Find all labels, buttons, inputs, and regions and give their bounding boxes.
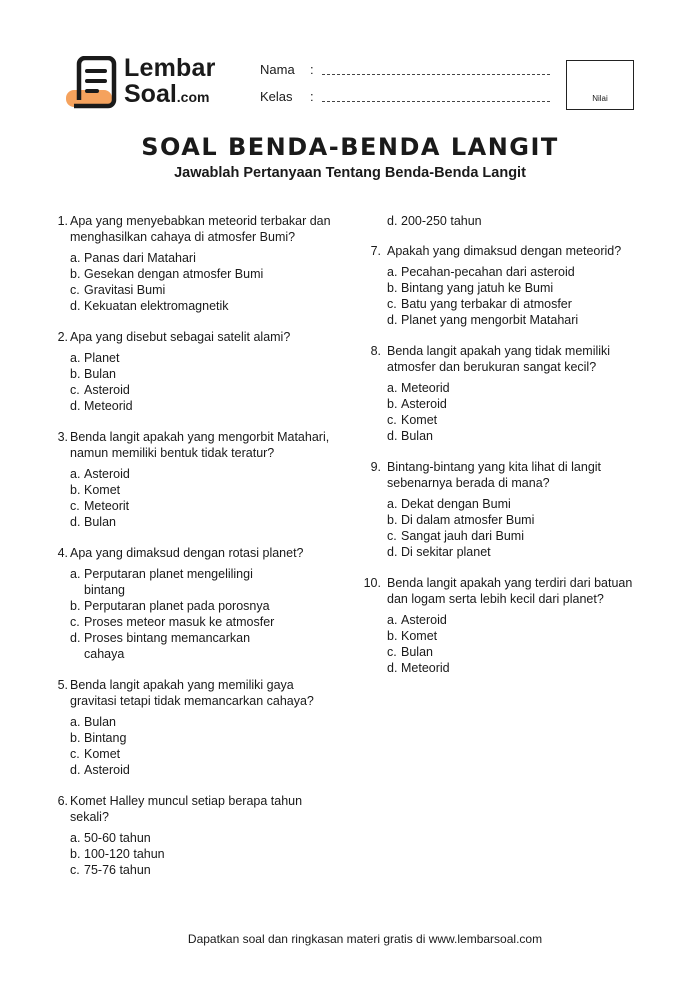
- answer-option: c. Sangat jauh dari Bumi: [387, 529, 524, 543]
- answer-option: d. Kekuatan elektromagnetik: [70, 299, 229, 313]
- logo: [66, 56, 226, 112]
- answer-option: a. Dekat dengan Bumi: [387, 497, 511, 511]
- question-number: 3.: [57, 430, 68, 444]
- answer-option: c. Komet: [387, 413, 438, 427]
- answer-option: c. Asteroid: [70, 383, 130, 397]
- question-text: Benda langit apakah yang terdiri dari batuan dan logam serta lebih kecil dari planet?: [387, 576, 633, 606]
- answer-option: d. Bulan: [387, 429, 433, 443]
- answer-option: b. Gesekan dengan atmosfer Bumi: [70, 267, 264, 281]
- answer-option: d. Meteorid: [387, 661, 450, 675]
- question-text: Apa yang disebut sebagai satelit alami?: [70, 330, 291, 344]
- page-title: SOAL BENDA-BENDA LANGIT: [141, 133, 559, 161]
- page-subtitle: Jawablah Pertanyaan Tentang Benda-Benda Langit: [174, 165, 526, 181]
- question-3: [48, 429, 333, 530]
- answer-option: c. Proses meteor masuk ke atmosfer: [70, 615, 275, 629]
- question-5: [48, 677, 333, 778]
- answer-option: b. Bintang yang jatuh ke Bumi: [387, 281, 554, 295]
- question-6-continued: [365, 213, 650, 229]
- answer-option: c. Batu yang terbakar di atmosfer: [387, 297, 572, 311]
- question-number: 8.: [370, 344, 381, 358]
- question-number: 6.: [57, 794, 68, 808]
- score-box[interactable]: [566, 60, 634, 110]
- logo-text-line1: Lembar: [124, 54, 216, 82]
- answer-option: c. Komet: [70, 747, 121, 761]
- questions-left-column: [48, 213, 333, 893]
- question-number: 2.: [57, 330, 68, 344]
- class-field[interactable]: [260, 89, 314, 104]
- question-text: Benda langit apakah yang tidak memiliki atmosfer dan berukuran sangat kecil?: [387, 344, 611, 374]
- footer-text: Dapatkan soal dan ringkasan materi gratis di www.lembarsoal.com: [187, 932, 543, 946]
- answer-option: d. Di sekitar planet: [387, 545, 491, 559]
- answer-option: d. Proses bintang memancarkan cahaya: [70, 631, 251, 661]
- answer-option: b. Bintang: [70, 731, 127, 745]
- question-number: 10.: [363, 576, 381, 590]
- name-separator: :: [310, 62, 314, 77]
- logo-text-line2: Soal: [124, 80, 177, 108]
- answer-option: a. Pecahan-pecahan dari asteroid: [387, 265, 575, 279]
- class-separator: :: [310, 89, 314, 104]
- question-number: 9.: [370, 460, 381, 474]
- score-label: Nilai: [592, 94, 608, 103]
- answer-option: d. Meteorid: [70, 399, 133, 413]
- question-1: [48, 213, 333, 314]
- answer-option: d. 200-250 tahun: [387, 214, 482, 228]
- logo-text-domain: .com: [176, 89, 210, 105]
- answer-option: a. Asteroid: [70, 467, 130, 481]
- worksheet-logo-icon: [66, 56, 120, 112]
- answer-option: a. Meteorid: [387, 381, 450, 395]
- answer-option: b. Perputaran planet pada porosnya: [70, 599, 270, 613]
- name-field[interactable]: [260, 62, 314, 77]
- question-8: [365, 343, 650, 444]
- answer-option: d. Asteroid: [70, 763, 130, 777]
- answer-option: b. Komet: [70, 483, 121, 497]
- answer-option: a. Panas dari Matahari: [70, 251, 196, 265]
- answer-option: b. Asteroid: [387, 397, 447, 411]
- question-text: Bintang-bintang yang kita lihat di langit sebenarnya berada di mana?: [387, 460, 602, 490]
- question-9: [365, 459, 650, 560]
- answer-option: b. 100-120 tahun: [70, 847, 165, 861]
- question-number: 7.: [370, 244, 381, 258]
- answer-option: d. Planet yang mengorbit Matahari: [387, 313, 579, 327]
- question-text: Benda langit apakah yang mengorbit Matahari, namun memiliki bentuk tidak teratur?: [70, 430, 330, 460]
- question-7: [365, 243, 650, 328]
- answer-option: b. Di dalam atmosfer Bumi: [387, 513, 535, 527]
- answer-option: a. Planet: [70, 351, 120, 365]
- answer-option: b. Komet: [387, 629, 438, 643]
- answer-option: c. Meteorit: [70, 499, 130, 513]
- name-label: Nama: [260, 62, 295, 77]
- question-text: Komet Halley muncul setiap berapa tahun sekali?: [70, 794, 303, 824]
- class-line[interactable]: [322, 101, 550, 102]
- question-text: Apa yang menyebabkan meteorid terbakar dan menghasilkan cahaya di atmosfer Bumi?: [70, 214, 331, 244]
- question-text: Apa yang dimaksud dengan rotasi planet?: [70, 546, 304, 560]
- answer-option: c. Gravitasi Bumi: [70, 283, 166, 297]
- answer-option: a. 50-60 tahun: [70, 831, 151, 845]
- answer-option: a. Perputaran planet mengelilingi bintang: [70, 567, 253, 597]
- question-10: [365, 575, 650, 676]
- answer-option: c. Bulan: [387, 645, 433, 659]
- question-text: Apakah yang dimaksud dengan meteorid?: [387, 244, 622, 258]
- answer-option: a. Asteroid: [387, 613, 447, 627]
- question-number: 1.: [57, 214, 68, 228]
- name-line[interactable]: [322, 74, 550, 75]
- question-4: [48, 545, 333, 662]
- answer-option: a. Bulan: [70, 715, 116, 729]
- question-text: Benda langit apakah yang memiliki gaya gravitasi tetapi tidak memancarkan cahaya?: [70, 678, 314, 708]
- question-number: 4.: [57, 546, 68, 560]
- answer-option: c. 75-76 tahun: [70, 863, 151, 877]
- answer-option: d. Bulan: [70, 515, 116, 529]
- questions-right-column: [365, 213, 650, 691]
- question-number: 5.: [57, 678, 68, 692]
- answer-option: b. Bulan: [70, 367, 116, 381]
- question-2: [48, 329, 333, 414]
- class-label: Kelas: [260, 89, 293, 104]
- question-6: [48, 793, 333, 878]
